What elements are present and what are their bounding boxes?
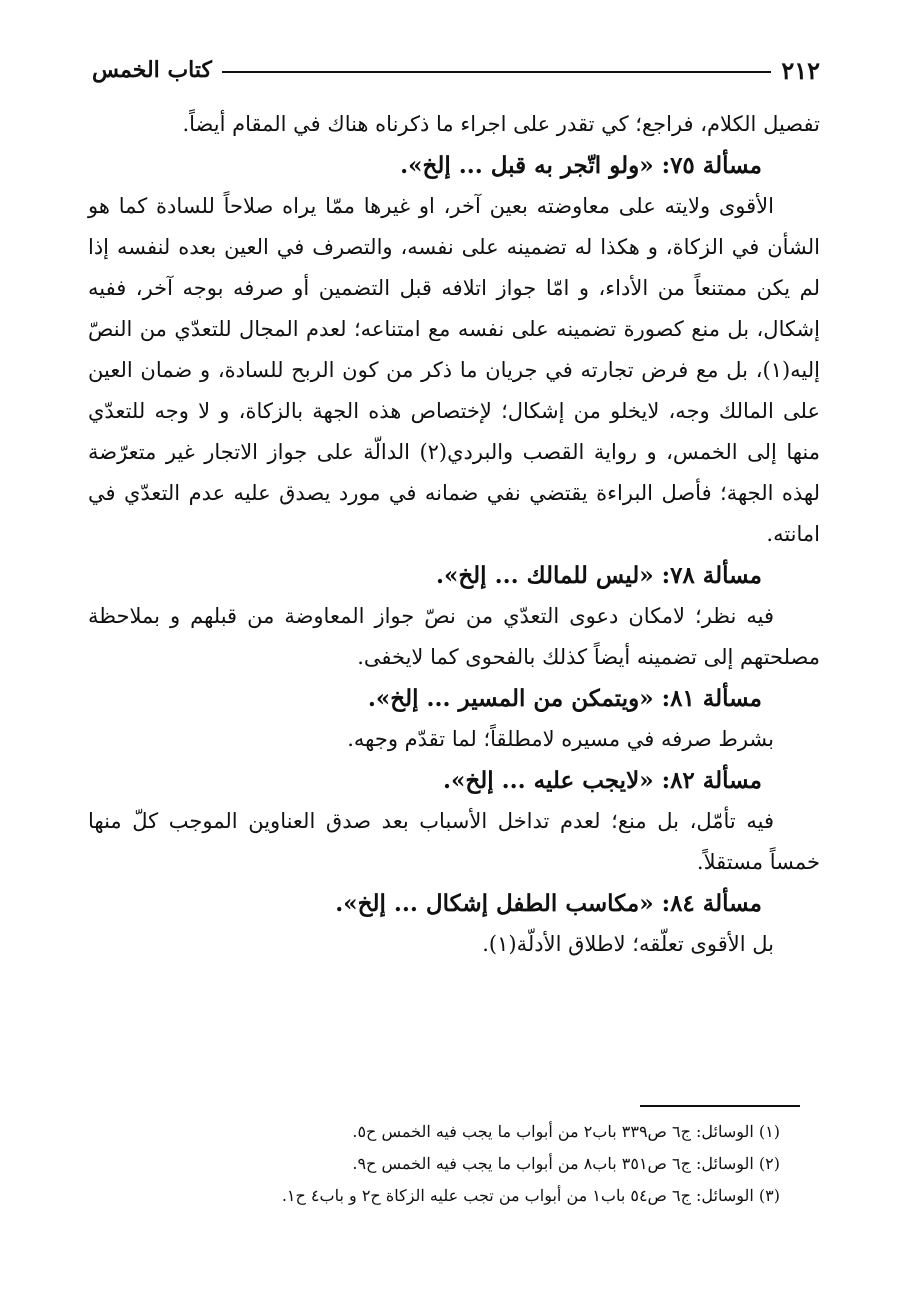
book-title: كتاب الخمس <box>92 57 212 83</box>
paragraph: الأقوى ولايته على معاوضته بعين آخر، او غيرها ممّا يراه صلاحاً للسادة كما هو الشأن في الزكاة، و هكذا له تضمينه على نفسه، والتصرف في العين بعده لنفسه إذا لم يكن ممتنعاً من الأداء، و امّا جواز اتلافه قبل التضمين أو صرفه بوجه آخر، ففيه إشكال، بل منع كصورة تضمينه على نفسه مع امتناعه؛ لعدم المجال للتعدّي من النصّ إليه(١)، بل مع فرض تجارته في جريان ما ذكر من كون الربح للسادة، و ضمان العين على المالك وجه، لايخلو من إشكال؛ لإختصاص هذه الجهة بالزكاة، و لا وجه للتعدّي منها إلى الخمس، و رواية القصب والبردي(٢) الدالّة على جواز الاتجار غير متعرّضة لهذه الجهة؛ فأصل البراءة يقتضي نفي ضمانه في مورد يصدق عليه عدم التعدّي في امانته. <box>88 194 820 546</box>
section-heading: مسألة ٧٥: «ولو اتّجر به قبل ... إلخ». <box>400 152 762 179</box>
paragraph: بل الأقوى تعلّقه؛ لاطلاق الأدلّة(١). <box>482 932 774 956</box>
section-heading: مسألة ٧٨: «ليس للمالك ... إلخ». <box>435 562 762 589</box>
footnote: (١) الوسائل: ج٦ ص٣٣٩ باب٢ من أبواب ما يجب فيه الخمس ح٥. <box>352 1122 780 1141</box>
paragraph: تفصيل الكلام، فراجع؛ كي تقدر على اجراء ما ذكرناه هناك في المقام أيضاً. <box>182 112 820 136</box>
section-heading: مسألة ٨٢: «لايجب عليه ... إلخ». <box>442 767 762 794</box>
footnote: (٢) الوسائل: ج٦ ص٣٥١ باب٨ من أبواب ما يجب فيه الخمس ح٩. <box>352 1154 780 1173</box>
running-header <box>92 52 820 88</box>
page-number: ٢١٢ <box>781 55 820 85</box>
main-text <box>88 104 820 965</box>
footnotes <box>100 1116 800 1212</box>
paragraph: فيه تأمّل، بل منع؛ لعدم تداخل الأسباب بعد صدق العناوين الموجب كلّ منها خمساً مستقلاً. <box>88 809 820 874</box>
section-heading: مسألة ٨١: «ويتمكن من المسير ... إلخ». <box>367 685 762 712</box>
footnote: (٣) الوسائل: ج٦ ص٥٤ باب١ من أبواب من تجب عليه الزكاة ح٢ و باب٤ ح١. <box>281 1186 780 1205</box>
section-heading: مسألة ٨٤: «مكاسب الطفل إشكال ... إلخ». <box>335 890 762 917</box>
paragraph: بشرط صرفه في مسيره لامطلقاً؛ لما تقدّم وجهه. <box>347 727 774 751</box>
footnote-separator <box>640 1105 800 1107</box>
paragraph: فيه نظر؛ لامكان دعوى التعدّي من نصّ جواز المعاوضة من قبلهم و بملاحظة مصلحتهم إلى تضمينه أيضاً كذلك بالفحوى كما لايخفى. <box>88 604 820 669</box>
header-rule <box>222 71 771 73</box>
